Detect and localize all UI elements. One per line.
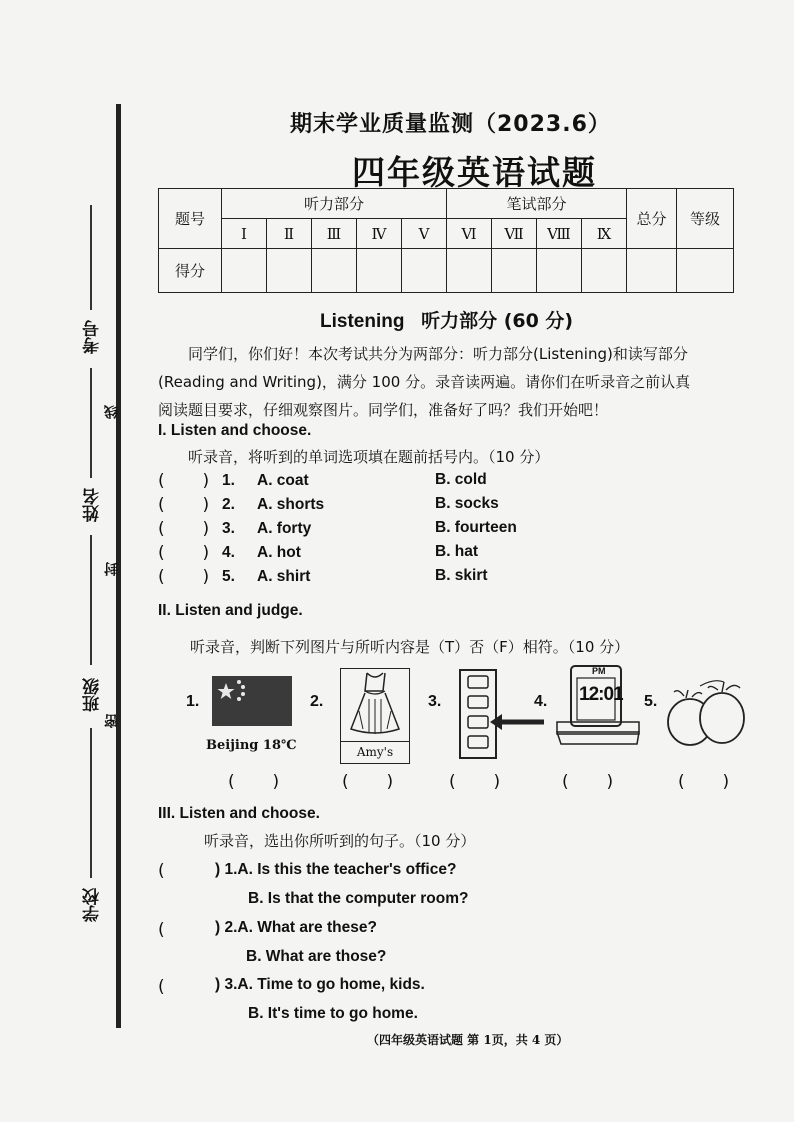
sentence-option-a: ) 1.A. Is this the teacher's office? bbox=[215, 861, 457, 878]
score-table bbox=[158, 188, 734, 293]
numeral-cell: Ⅲ bbox=[312, 219, 357, 249]
answer-bracket[interactable]: ( ) bbox=[158, 567, 210, 587]
numeral-cell: Ⅵ bbox=[447, 219, 492, 249]
intro-line-1: 同学们，你们好！本次考试共分为两部分：听力部分(Listening)和读写部分 bbox=[188, 345, 688, 363]
score-cell[interactable] bbox=[492, 249, 537, 293]
answer-bracket[interactable]: ( ) bbox=[562, 772, 614, 792]
china-flag-icon bbox=[212, 676, 292, 726]
part2-instruction: 听录音，判断下列图片与所听内容是（T）否（F）相符。（10 分） bbox=[190, 638, 630, 656]
option-a: A. hot bbox=[257, 544, 301, 561]
numeral-cell: Ⅷ bbox=[537, 219, 582, 249]
grade-header: 等级 bbox=[677, 189, 734, 249]
part3-title: III. Listen and choose. bbox=[158, 805, 320, 822]
answer-bracket[interactable]: ( ) bbox=[228, 772, 280, 792]
listening-heading bbox=[320, 306, 573, 333]
exam-title: 期末学业质量监测（2023.6） bbox=[290, 112, 611, 137]
score-cell[interactable] bbox=[357, 249, 402, 293]
grade-cell[interactable] bbox=[677, 249, 734, 293]
part2-title: II. Listen and judge. bbox=[158, 602, 303, 619]
picture2-frame bbox=[340, 668, 410, 764]
sentence-option-a: ) 2.A. What are these? bbox=[215, 919, 377, 936]
name-blank-line-lower bbox=[90, 535, 92, 665]
seal-char-secret: 密 bbox=[104, 714, 120, 728]
picture-number: 5. bbox=[644, 693, 658, 710]
sentence-option-b: B. It's time to go home. bbox=[248, 1005, 418, 1022]
listening-group-header: 听力部分 bbox=[222, 189, 447, 219]
option-b: B. cold bbox=[435, 471, 487, 488]
score-cell[interactable] bbox=[537, 249, 582, 293]
answer-bracket[interactable]: ( ) bbox=[158, 495, 210, 515]
numeral-cell: Ⅰ bbox=[222, 219, 267, 249]
exam-subtitle: 四年级英语试题 bbox=[352, 153, 597, 192]
clock-pm-label: PM bbox=[592, 666, 606, 676]
answer-bracket[interactable]: ( ) bbox=[158, 543, 210, 563]
picture-number: 4. bbox=[534, 693, 548, 710]
picture-number: 1. bbox=[186, 693, 200, 710]
option-b: B. skirt bbox=[435, 567, 488, 584]
sentence-option-a: ) 3.A. Time to go home, kids. bbox=[215, 976, 425, 993]
question-number: 3. bbox=[222, 520, 235, 537]
exam-number-blank-line bbox=[90, 205, 92, 310]
listening-heading-en: Listening bbox=[320, 311, 405, 332]
sentence-option-b: B. What are those? bbox=[246, 948, 387, 965]
total-header: 总分 bbox=[627, 189, 677, 249]
option-b: B. socks bbox=[435, 495, 499, 512]
writing-group-header: 笔试部分 bbox=[447, 189, 627, 219]
intro-line-2: (Reading and Writing)，满分 100 分。录音读两遍。请你们在听录音之前认真 bbox=[158, 373, 691, 391]
numeral-cell: Ⅳ bbox=[357, 219, 402, 249]
sentence-option-b: B. Is that the computer room? bbox=[248, 890, 469, 907]
building-floors-icon bbox=[456, 668, 552, 760]
name-blank-line-upper bbox=[90, 368, 92, 478]
part3-instruction: 听录音，选出你所听到的句子。（10 分） bbox=[204, 832, 476, 850]
option-a: A. forty bbox=[257, 520, 312, 537]
answer-bracket[interactable]: ( ) bbox=[342, 772, 394, 792]
option-a: A. shirt bbox=[257, 568, 311, 585]
numeral-cell: Ⅱ bbox=[267, 219, 312, 249]
clock-time: 12:01 bbox=[579, 684, 623, 705]
score-row-label: 得分 bbox=[159, 249, 222, 293]
part1-instruction: 听录音，将听到的单词选项填在题前括号内。（10 分） bbox=[188, 448, 550, 466]
option-a: A. shorts bbox=[257, 496, 325, 513]
picture1-caption: Beijing 18℃ bbox=[206, 738, 297, 753]
dress-icon bbox=[341, 669, 409, 741]
score-cell[interactable] bbox=[402, 249, 447, 293]
option-b: B. hat bbox=[435, 543, 479, 560]
picture-number: 2. bbox=[310, 693, 324, 710]
answer-bracket[interactable]: ( ) bbox=[678, 772, 730, 792]
listening-heading-zh: 听力部分 (60 分) bbox=[421, 310, 574, 332]
score-cell[interactable] bbox=[267, 249, 312, 293]
answer-bracket[interactable]: ( ) bbox=[449, 772, 501, 792]
answer-bracket[interactable]: ( ) bbox=[158, 471, 210, 491]
intro-line-3: 阅读题目要求，仔细观察图片。同学们，准备好了吗？我们开始吧！ bbox=[158, 401, 609, 419]
score-cell[interactable] bbox=[447, 249, 492, 293]
numeral-cell: Ⅸ bbox=[582, 219, 627, 249]
seal-char-seal: 封 bbox=[104, 562, 120, 576]
answer-bracket-open[interactable]: ( bbox=[158, 920, 165, 940]
question-number: 1. bbox=[222, 472, 235, 489]
page-footer: （四年级英语试题 第 1页，共 4 页） bbox=[367, 1033, 569, 1047]
name-label: 姓名 bbox=[83, 488, 103, 522]
answer-bracket-open[interactable]: ( bbox=[158, 977, 165, 997]
score-cell[interactable] bbox=[222, 249, 267, 293]
school-label: 学校 bbox=[83, 888, 103, 922]
answer-bracket[interactable]: ( ) bbox=[158, 519, 210, 539]
picture2-caption: Amy's bbox=[341, 741, 409, 764]
option-b: B. fourteen bbox=[435, 519, 517, 536]
score-cell[interactable] bbox=[582, 249, 627, 293]
numeral-cell: Ⅴ bbox=[402, 219, 447, 249]
option-a: A. coat bbox=[257, 472, 309, 489]
part1-title: I. Listen and choose. bbox=[158, 422, 312, 439]
answer-bracket-open[interactable]: ( bbox=[158, 861, 165, 881]
total-score-cell[interactable] bbox=[627, 249, 677, 293]
exam-number-label: 考号 bbox=[83, 320, 103, 354]
score-cell[interactable] bbox=[312, 249, 357, 293]
tomato-icon bbox=[664, 676, 748, 750]
question-number: 4. bbox=[222, 544, 235, 561]
class-label: 班级 bbox=[83, 678, 103, 712]
question-number-header: 题号 bbox=[159, 189, 222, 249]
question-number: 2. bbox=[222, 496, 235, 513]
numeral-cell: Ⅶ bbox=[492, 219, 537, 249]
class-blank-line bbox=[90, 728, 92, 878]
picture-number: 3. bbox=[428, 693, 442, 710]
question-number: 5. bbox=[222, 568, 235, 585]
seal-char-line: 线 bbox=[104, 405, 120, 419]
